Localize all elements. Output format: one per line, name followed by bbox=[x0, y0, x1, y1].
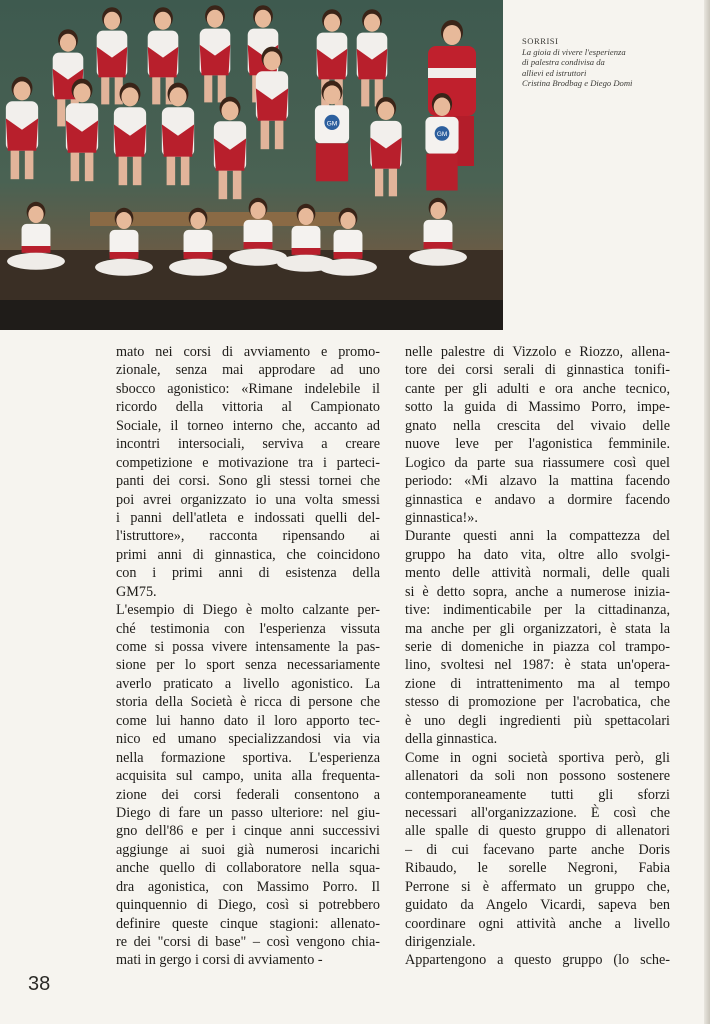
group-photo bbox=[0, 0, 503, 330]
text-line: mento delle attività normali, delle quali bbox=[405, 565, 670, 582]
caption-line: La gioia di vivere l'esperienza bbox=[522, 46, 626, 57]
text-line: alle spalle di questo gruppo di allenatori bbox=[405, 823, 670, 840]
text-line: GM75. bbox=[116, 583, 157, 600]
text-line: periodo: «Mi alzavo la mattina facendo bbox=[405, 473, 670, 490]
person-figure bbox=[409, 198, 467, 266]
group-photo-illustration bbox=[0, 0, 503, 330]
text-line: dirigenziale. bbox=[405, 934, 476, 950]
text-column-left bbox=[116, 343, 380, 970]
text-line: quinquennio di Diego, così si potrebbero bbox=[116, 897, 380, 914]
text-line: Logico da parte sua riassumere così quel bbox=[405, 454, 670, 471]
text-line: poi avrei organizzato io una volta smessi bbox=[116, 491, 380, 508]
text-line: come lui hanno dato il loro apporto tec- bbox=[116, 712, 380, 729]
text-line: Perrone si è affermato un gruppo che, bbox=[405, 878, 670, 895]
text-line: Ribaudo, le sorelle Negroni, Fabia bbox=[405, 860, 670, 877]
text-line: contemporaneamente tutti gli sforzi bbox=[405, 786, 670, 803]
text-line: coordinare ogni attività anche a livello bbox=[405, 915, 670, 932]
text-line: zionale, senza mai approdare ad uno bbox=[116, 362, 380, 379]
text-line: gno dell'86 e per i cinque anni successivi bbox=[116, 823, 380, 840]
text-line: sotto la guida di Massimo Porro, impe- bbox=[405, 399, 670, 416]
text-line: acquisita sul campo, unita alla frequenta- bbox=[116, 768, 380, 785]
text-line: mato nei corsi di avviamento e promo- bbox=[116, 344, 380, 360]
person-figure bbox=[7, 202, 65, 270]
text-line: Durante questi anni la compattezza del bbox=[405, 528, 670, 545]
text-line: cante per gli adulti e ora anche tecnico, bbox=[405, 380, 670, 397]
text-line: si è detto sopra, anche a numerose inizia- bbox=[405, 583, 670, 600]
text-line: definire queste cinque stagioni: allenato- bbox=[116, 915, 380, 932]
text-line: aggiunge ai suoi già numerosi incarichi bbox=[116, 841, 380, 858]
person-figure bbox=[370, 97, 401, 196]
text-line: nuove leve per l'agonistica femminile. bbox=[405, 436, 670, 453]
text-line: nelle palestre di Vizzolo e Riozzo, allena- bbox=[405, 344, 670, 360]
text-line: allenatori da soli non possono sostenere bbox=[405, 768, 670, 785]
text-line: zione di intrattenimento ma al tempo bbox=[405, 675, 670, 692]
text-line: nico ed umano specializzandosi via via bbox=[116, 731, 380, 748]
text-line: guidato da Angelo Vicardi, sapeva ben bbox=[405, 897, 670, 914]
text-line: è uno degli ingredienti più spettacolari bbox=[405, 712, 670, 729]
text-line: ginnastica!». bbox=[405, 509, 478, 526]
caption-line: di palestra condivisa da bbox=[522, 57, 605, 67]
text-line: della ginnastica. bbox=[405, 731, 498, 748]
text-line: panti dei corsi. Sono gli stessi tornei che bbox=[116, 473, 380, 490]
text-line: ginnastica e andavo a dormire facendo bbox=[405, 491, 670, 508]
caption-line: allievi ed istruttori bbox=[522, 67, 587, 78]
text-line: ché testimonia con l'esperienza vissuta bbox=[116, 620, 380, 637]
text-line: Sociale, il torneo interno che, accanto ad bbox=[116, 417, 380, 434]
text-line: tore dei corsi serali di ginnastica tonifi- bbox=[405, 362, 670, 379]
text-line: i panni dell'atleta e indossati quelli del- bbox=[116, 509, 380, 526]
text-line: primi anni di ginnastica, che coincidono bbox=[116, 546, 380, 563]
text-column-right bbox=[405, 343, 670, 970]
text-line: come si possa vivere intensamente la pas- bbox=[116, 639, 380, 655]
text-line: sbocco agonistico: «Rimane indelebile il bbox=[116, 380, 380, 397]
text-line: Come in ogni società sportiva però, gli bbox=[405, 749, 670, 766]
person-figure bbox=[315, 81, 349, 182]
text-line: averlo praticato a livello agonistico. La bbox=[116, 675, 380, 692]
text-line: L'esempio di Diego è molto calzante per- bbox=[116, 602, 380, 619]
text-line: serie di domeniche in piazza col trampo- bbox=[405, 639, 670, 655]
text-line: competizione e motivazione tra i parteci- bbox=[116, 454, 380, 471]
text-line: lino, svoltesi nel 1987: è stata un'opera- bbox=[405, 657, 670, 674]
photo-caption bbox=[522, 36, 692, 89]
person-figure bbox=[229, 198, 287, 266]
text-line: zione dei corsi federali consentono a bbox=[116, 786, 380, 803]
person-figure bbox=[200, 5, 231, 102]
text-line: anche quello di collaboratore nella squa- bbox=[116, 860, 380, 877]
text-line: mati in gergo i corsi di avviamento - bbox=[116, 952, 323, 969]
shirt-logo-text: GM bbox=[436, 131, 448, 139]
text-line: re dei "corsi di base" – così vengono chia- bbox=[116, 934, 380, 950]
text-line: stesso di promozione per l'acrobatica, che bbox=[405, 694, 670, 711]
page-edge-shadow bbox=[704, 0, 710, 1024]
text-line: l'istruttore», racconta ripensando ai bbox=[116, 528, 380, 545]
text-line: con i primi anni di esistenza della bbox=[116, 565, 380, 582]
text-line: nella formazione sportiva. L'esperienza bbox=[116, 749, 380, 766]
text-line: dra agonistica, con Massimo Porro. Il bbox=[116, 878, 380, 895]
text-line: Appartengono a questo gruppo (lo sche- bbox=[405, 952, 670, 969]
text-line: gnato nella crescita del vivaio delle bbox=[405, 417, 670, 434]
page-number: 38 bbox=[28, 973, 51, 995]
person-figure bbox=[214, 97, 246, 200]
person-figure bbox=[357, 9, 388, 106]
text-line: storia della Società è ricca di persone che bbox=[116, 694, 380, 711]
text-line: ma anche per gli organizzatori, è stata la bbox=[405, 620, 670, 637]
text-line: sione per lo sport senza necessariamente bbox=[116, 657, 380, 674]
text-line: incontri intersociali, serviva a creare bbox=[116, 436, 380, 453]
text-line: necessari all'organizzazione. È così che bbox=[405, 804, 670, 821]
caption-title: SORRISI bbox=[522, 36, 559, 46]
text-line: tive: indimenticabile per la cittadinanza, bbox=[405, 602, 670, 619]
shirt-logo-text: GM bbox=[326, 120, 338, 128]
text-line: ricordo della vittoria al Campionato bbox=[116, 399, 380, 416]
person-figure bbox=[6, 77, 38, 180]
caption-line: Cristina Brodbag e Diego Domi bbox=[522, 78, 633, 88]
text-line: Diego di fare un passo ulteriore: nel giu- bbox=[116, 804, 380, 821]
text-line: gruppo ha dato vita, oltre allo svolgi- bbox=[405, 546, 670, 563]
text-line: – di cui facevano parte anche Doris bbox=[405, 841, 670, 858]
